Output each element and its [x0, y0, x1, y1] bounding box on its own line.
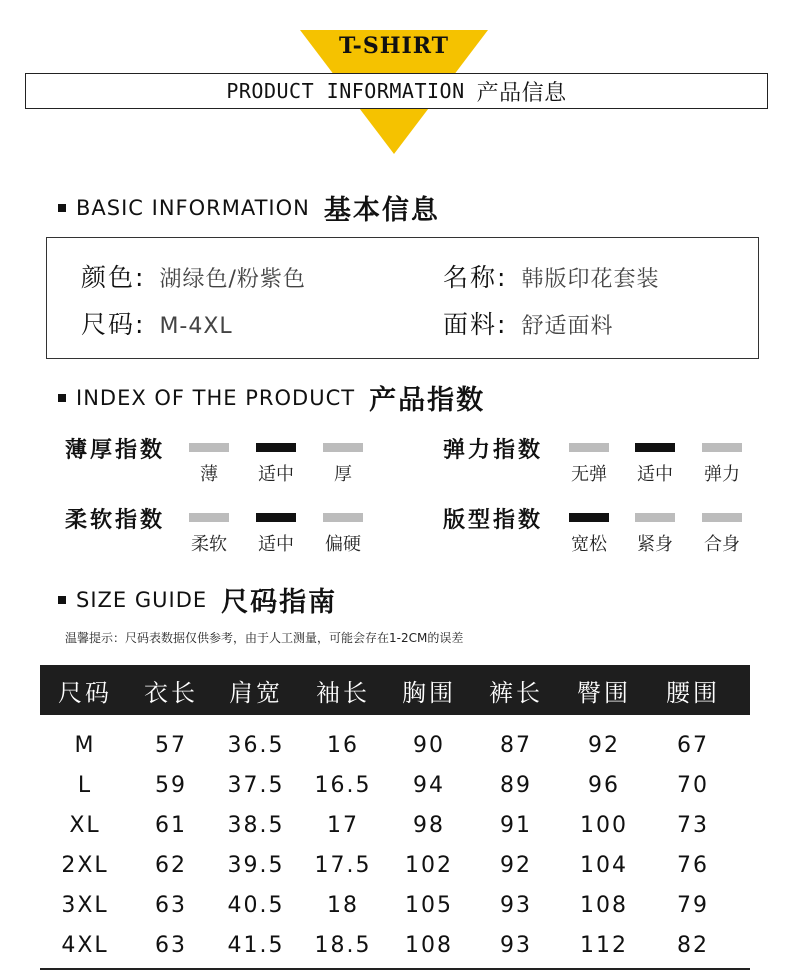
- thickness-bar: [256, 443, 296, 452]
- size-cell: L: [77, 772, 93, 798]
- size-value: M-4XL: [159, 314, 233, 339]
- fabric-value: 舒适面料: [521, 314, 614, 339]
- size-table-header-cell: 臀围: [577, 678, 631, 707]
- thickness-option: 厚: [334, 464, 352, 485]
- softness-option: 适中: [258, 534, 294, 555]
- name-field: [443, 258, 659, 294]
- size-table-header-cell: 衣长: [144, 678, 198, 707]
- basic-info-title-en: BASIC INFORMATION: [76, 195, 310, 220]
- size-table-header: [40, 665, 750, 715]
- size-cell: 61: [155, 812, 187, 838]
- name-key: 名称:: [443, 263, 508, 292]
- size-cell: 16: [327, 732, 359, 758]
- thickness-bar: [323, 443, 363, 452]
- size-cell: 41.5: [227, 932, 285, 958]
- size-guide-title-zh: 尺码指南: [221, 587, 338, 618]
- size-cell: 94: [413, 772, 445, 798]
- fit-option: 宽松: [571, 534, 607, 555]
- fit-bar: [569, 513, 609, 522]
- size-cell: 39.5: [227, 852, 285, 878]
- size-cell: 18.5: [314, 932, 372, 958]
- size-cell: 89: [500, 772, 532, 798]
- size-cell: 108: [405, 932, 453, 958]
- size-cell: XL: [69, 812, 101, 838]
- fit-bar: [635, 513, 675, 522]
- size-cell: 112: [580, 932, 628, 958]
- basic-info-box: [46, 237, 759, 359]
- size-cell: 102: [405, 852, 453, 878]
- size-cell: 17.5: [314, 852, 372, 878]
- index-heading: [58, 378, 485, 417]
- size-cell: 76: [677, 852, 709, 878]
- thickness-index-name: 薄厚指数: [65, 438, 166, 463]
- fit-bar: [702, 513, 742, 522]
- elasticity-bar: [702, 443, 742, 452]
- size-cell: 73: [677, 812, 709, 838]
- product-information-bar: [25, 73, 768, 109]
- size-cell: 3XL: [61, 892, 109, 918]
- basic-info-heading: [58, 188, 440, 227]
- size-cell: 105: [405, 892, 453, 918]
- size-table-row: [40, 725, 750, 765]
- size-cell: 16.5: [314, 772, 372, 798]
- size-cell: 17: [327, 812, 359, 838]
- size-table-header-cell: 胸围: [402, 678, 456, 707]
- size-guide-title-en: SIZE GUIDE: [76, 587, 208, 612]
- size-table-header-cell: 袖长: [316, 678, 370, 707]
- size-cell: 93: [500, 932, 532, 958]
- fit-option: 合身: [704, 534, 740, 555]
- thickness-option: 适中: [258, 464, 294, 485]
- name-value: 韩版印花套装: [521, 267, 660, 292]
- size-cell: 92: [588, 732, 620, 758]
- softness-bar: [189, 513, 229, 522]
- size-cell: 87: [500, 732, 532, 758]
- size-cell: 91: [500, 812, 532, 838]
- fabric-field: [443, 305, 613, 341]
- elasticity-bar: [635, 443, 675, 452]
- size-cell: 96: [588, 772, 620, 798]
- color-key: 颜色:: [81, 263, 146, 292]
- size-note: 温馨提示：尺码表数据仅供参考，由于人工测量，可能会存在1-2CM的误差: [65, 631, 464, 645]
- fit-option: 紧身: [637, 534, 673, 555]
- softness-bar: [256, 513, 296, 522]
- size-table-row: [40, 845, 750, 885]
- color-value: 湖绿色/粉紫色: [159, 267, 306, 292]
- elasticity-option: 弹力: [704, 464, 740, 485]
- size-cell: 93: [500, 892, 532, 918]
- size-cell: 100: [580, 812, 628, 838]
- size-cell: 40.5: [227, 892, 285, 918]
- index-title-en: INDEX OF THE PRODUCT: [76, 385, 356, 410]
- bullet-square-icon: [58, 394, 66, 402]
- softness-option: 柔软: [191, 534, 227, 555]
- thickness-option: 薄: [200, 464, 218, 485]
- bullet-square-icon: [58, 204, 66, 212]
- size-cell: 4XL: [61, 932, 109, 958]
- size-cell: 36.5: [227, 732, 285, 758]
- basic-info-title-zh: 基本信息: [323, 195, 440, 226]
- size-cell: 82: [677, 932, 709, 958]
- size-cell: 62: [155, 852, 187, 878]
- size-table-header-cell: 尺码: [58, 678, 112, 707]
- size-cell: 90: [413, 732, 445, 758]
- size-cell: 67: [677, 732, 709, 758]
- product-information-zh: 产品信息: [476, 80, 567, 106]
- size-cell: 59: [155, 772, 187, 798]
- fabric-key: 面料:: [443, 310, 508, 339]
- size-cell: 38.5: [227, 812, 285, 838]
- size-table-header-cell: 腰围: [666, 678, 720, 707]
- size-cell: 104: [580, 852, 628, 878]
- size-cell: 63: [155, 892, 187, 918]
- size-field: [81, 305, 233, 341]
- elasticity-option: 适中: [637, 464, 673, 485]
- size-table-row: [40, 765, 750, 805]
- size-cell: 2XL: [61, 852, 109, 878]
- size-cell: 57: [155, 732, 187, 758]
- size-cell: 63: [155, 932, 187, 958]
- color-field: [81, 258, 306, 294]
- size-table-row: [40, 805, 750, 845]
- size-table-header-cell: 裤长: [489, 678, 543, 707]
- size-cell: 18: [327, 892, 359, 918]
- size-cell: 92: [500, 852, 532, 878]
- product-information-en: PRODUCT INFORMATION: [226, 79, 465, 103]
- softness-bar: [323, 513, 363, 522]
- elasticity-bar: [569, 443, 609, 452]
- elasticity-index-name: 弹力指数: [443, 438, 544, 463]
- table-bottom-rule: [40, 968, 750, 970]
- size-key: 尺码:: [81, 310, 146, 339]
- softness-option: 偏硬: [325, 534, 361, 555]
- size-cell: 70: [677, 772, 709, 798]
- softness-index-name: 柔软指数: [65, 508, 166, 533]
- size-cell: 108: [580, 892, 628, 918]
- size-table-row: [40, 925, 750, 965]
- index-title-zh: 产品指数: [369, 385, 486, 416]
- tshirt-badge: T-SHIRT: [338, 33, 450, 59]
- elasticity-option: 无弹: [571, 464, 607, 485]
- size-cell: 79: [677, 892, 709, 918]
- thickness-bar: [189, 443, 229, 452]
- size-table-row: [40, 885, 750, 925]
- fit-index-name: 版型指数: [443, 508, 544, 533]
- bullet-square-icon: [58, 596, 66, 604]
- size-cell: M: [74, 732, 96, 758]
- size-table-header-cell: 肩宽: [229, 678, 283, 707]
- size-cell: 37.5: [227, 772, 285, 798]
- size-cell: 98: [413, 812, 445, 838]
- size-guide-heading: [58, 580, 337, 619]
